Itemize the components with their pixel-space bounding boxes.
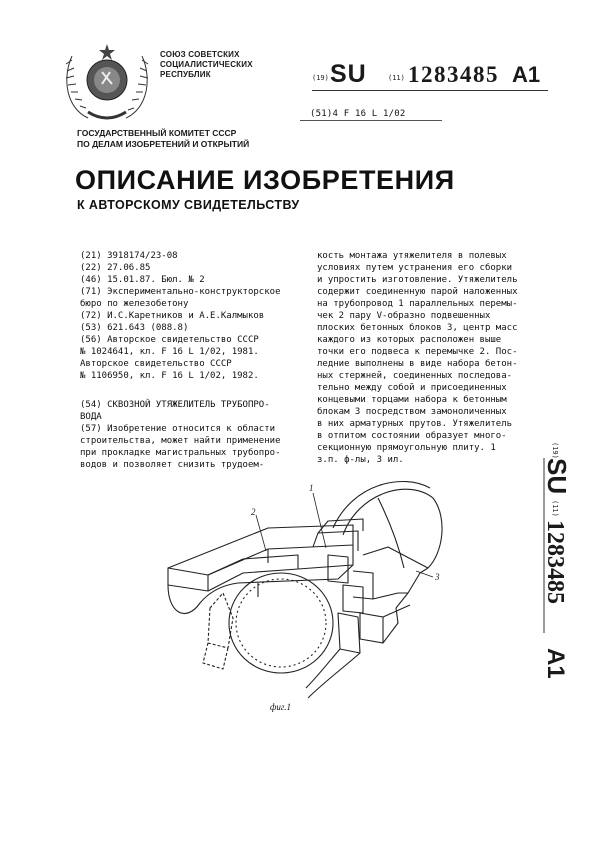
side-patent-code bbox=[540, 438, 580, 718]
abstract-line: ных стержней, соединенных последова- bbox=[317, 371, 513, 381]
label-2: 2 bbox=[251, 507, 256, 517]
bibliographic-data bbox=[80, 250, 310, 382]
biblio-row: (72) И.С.Каретников и А.Е.Калмыков bbox=[80, 311, 265, 321]
abstract-line: кость монтажа утяжелителя в полевых bbox=[317, 251, 507, 261]
document-title: ОПИСАНИЕ ИЗОБРЕТЕНИЯ bbox=[75, 165, 455, 195]
committee-name: ГОСУДАРСТВЕННЫЙ КОМИТЕТ СССР ПО ДЕЛАМ ИЗОБРЕТЕНИЙ И ОТКРЫТИЙ bbox=[77, 128, 250, 149]
abstract-right-column bbox=[317, 250, 547, 466]
abstract-line: и упростить изготовление. Утяжелитель bbox=[317, 275, 518, 285]
biblio-row: (56) Авторское свидетельство СССР bbox=[80, 335, 259, 345]
biblio-row: Авторское свидетельство СССР bbox=[80, 359, 232, 369]
ipc-rule bbox=[300, 120, 442, 121]
pipe-section bbox=[229, 573, 333, 673]
abstract-left-column bbox=[80, 423, 310, 471]
abstract-line: при прокладке магистральных трубопро- bbox=[80, 448, 281, 458]
abstract-line: точки его подвеса к перемычке 2. Пос- bbox=[317, 347, 518, 357]
side-kind: A1 bbox=[542, 648, 569, 679]
country-code: SU bbox=[330, 60, 367, 88]
header-rule bbox=[312, 90, 548, 91]
abstract-line: чек 2 пару V-образно подвешенных bbox=[317, 311, 491, 321]
abstract-line: блокам 3 посредством замоноличенных bbox=[317, 407, 507, 417]
abstract-line: условиях путем устранения его сборки bbox=[317, 263, 513, 273]
abstract-line: з.п. ф-лы, 3 ил. bbox=[317, 455, 404, 465]
biblio-row: (21) 3918174/23-08 bbox=[80, 251, 178, 261]
biblio-row: (22) 27.06.85 bbox=[80, 263, 151, 273]
ipc-class: (51)4 F 16 L 1/02 bbox=[310, 109, 406, 119]
abstract-line: ледние выполнены в виде набора бетон- bbox=[317, 359, 518, 369]
technical-drawing bbox=[148, 473, 468, 723]
abstract-line: концевыми торцами набора к бетонным bbox=[317, 395, 507, 405]
biblio-row: № 1024641, кл. F 16 L 1/02, 1981. bbox=[80, 347, 259, 357]
kind-code: A1 bbox=[512, 62, 541, 87]
abstract-line: содержит соединенную парой наложенных bbox=[317, 287, 518, 297]
abstract-line: тельно между собой и присоединенных bbox=[317, 383, 507, 393]
side-tag2: (11) bbox=[551, 500, 559, 517]
abstract-line: в них арматурных прутов. Утяжелитель bbox=[317, 419, 513, 429]
abstract-line: в отпитом состоянии образует много- bbox=[317, 431, 507, 441]
abstract-line: на трубопровод 1 параллельных перемы- bbox=[317, 299, 518, 309]
label-1: 1 bbox=[309, 483, 314, 493]
figure-caption: фиг.1 bbox=[270, 702, 292, 712]
label-3: 3 bbox=[435, 572, 440, 582]
abstract-line: каждого из которых расположен выше bbox=[317, 335, 502, 345]
abstract-line: (57) Изобретение относится к области bbox=[80, 424, 276, 434]
country-tag: (19) bbox=[312, 74, 329, 82]
document-subtitle: К АВТОРСКОМУ СВИДЕТЕЛЬСТВУ bbox=[77, 198, 300, 212]
invention-title: (54) СКВОЗНОЙ УТЯЖЕЛИТЕЛЬ ТРУБОПРО- ВОДА bbox=[80, 400, 270, 422]
side-number: 1283485 bbox=[542, 520, 568, 604]
biblio-row: (71) Экспериментально-конструкторское bbox=[80, 287, 281, 297]
abstract-line: строительства, может найти применение bbox=[80, 436, 281, 446]
biblio-row: (46) 15.01.87. Бюл. № 2 bbox=[80, 275, 205, 285]
org-name: СОЮЗ СОВЕТСКИХ СОЦИАЛИСТИЧЕСКИХ РЕСПУБЛИК bbox=[160, 50, 253, 79]
side-su: SU bbox=[542, 458, 572, 495]
number-tag: (11) bbox=[388, 74, 405, 82]
biblio-row: бюро по железобетону bbox=[80, 299, 189, 309]
abstract-line: плоских бетонных блоков 3, центр масс bbox=[317, 323, 518, 333]
biblio-row: № 1106950, кл. F 16 L 1/02, 1982. bbox=[80, 371, 259, 381]
patent-header bbox=[312, 60, 572, 90]
abstract-line: секционную прямоугольную плиту. 1 bbox=[317, 443, 496, 453]
side-tag1: (19) bbox=[551, 442, 559, 459]
biblio-row: (53) 621.643 (088.8) bbox=[80, 323, 189, 333]
abstract-line: водов и позволяет снизить трудоем- bbox=[80, 460, 265, 470]
ussr-emblem-icon bbox=[58, 38, 156, 126]
patent-number: 1283485 bbox=[408, 62, 499, 87]
